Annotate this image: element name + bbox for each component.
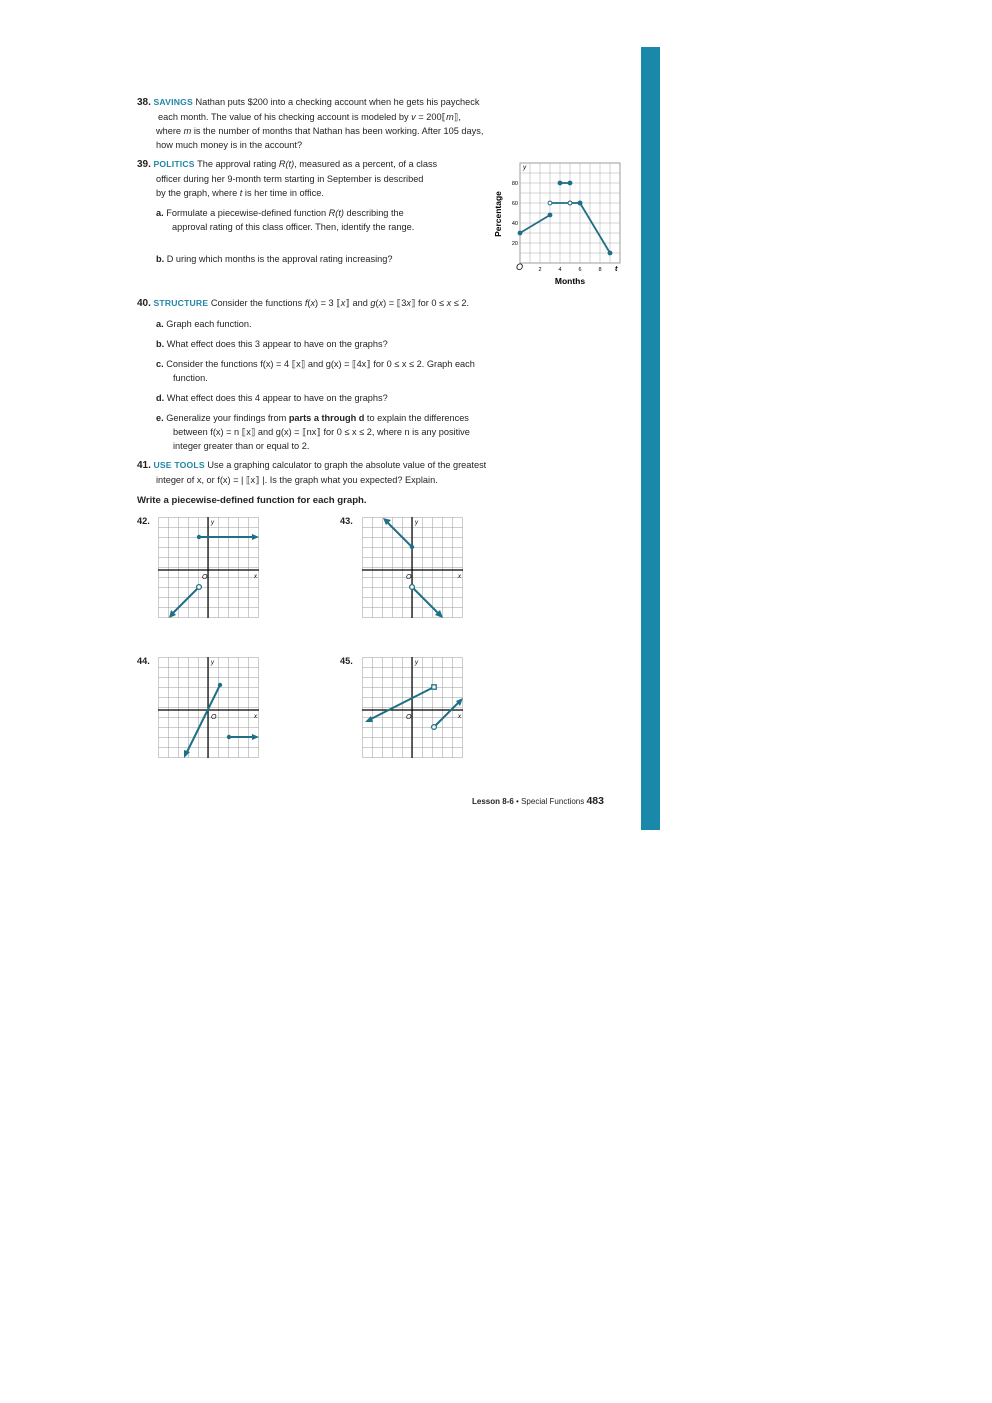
problem-text: Nathan puts $200 into a checking account when he gets his paycheck [195,97,480,107]
chapter-sidebar-bar [641,47,660,830]
problem-text: The approval rating [197,159,277,169]
chart-segment [580,203,610,253]
y-axis-label: y [415,520,418,526]
math-var: m [446,112,454,122]
open-point [410,585,415,590]
problem-text: is the number of months that Nathan has been working. After 105 days, [193,126,484,136]
chart-y-var-label: y [523,164,527,171]
math-var: x [406,298,411,308]
math-var: x [310,298,316,308]
problem-text: What effect does this 4 appear to have on the graphs? [166,393,388,403]
problem-text: between f(x) = n ⟦x⟧ and g(x) = ⟦nx⟧ for 0 ≤ x ≤ 2, where n is any positive [173,427,470,437]
problem-number: 41. [137,460,151,471]
x-tick-label: 8 [598,267,602,273]
problem-text: , measured as a percent, of a class [294,159,438,169]
math-text: ( [375,298,379,308]
problem-number: 38. [137,97,151,108]
math-text: ) = ⟦3 [383,298,407,308]
curve-segment [387,522,412,547]
open-point [432,725,437,730]
footer-bullet: • [516,797,519,806]
problem-text: Generalize your findings from [166,413,287,423]
math-var: R(t) [328,208,344,218]
problem-text: each month. The value of his checking account is modeled by [158,112,409,122]
math-text: ) = 3 ⟦ [315,298,341,308]
part-label: a. [156,319,164,329]
math-var: f [304,298,308,308]
x-axis-label: x [458,714,461,720]
graph-number-44: 44. [137,656,150,666]
math-var: v [411,112,416,122]
problem-label: POLITICS [153,159,195,169]
part-label: a. [156,208,164,218]
x-tick-label: 6 [578,267,582,273]
problem-text: to explain the differences [366,413,469,423]
problem-text: Consider the functions [210,298,303,308]
problem-text: officer during her 9-month term starting in September is described [156,174,424,184]
chart-closed-point [548,213,552,217]
x-axis-label: x [254,574,257,580]
math-var: m [183,126,192,136]
open-point [432,685,436,689]
origin-label: O [211,714,217,721]
chart-x-axis-title: Months [554,276,586,286]
chart-closed-point [518,231,522,235]
graph-45 [362,657,464,759]
problem-text: where [156,126,182,136]
open-point [197,585,202,590]
part-label: d. [156,393,165,403]
part-label: b. [156,339,165,349]
problem-text: Consider the functions f(x) = 4 ⟦x⟧ and g(x) = ⟦4x⟧ for 0 ≤ x ≤ 2. Graph each [166,359,475,369]
problem-text: by the graph, where [156,188,238,198]
graph-44 [158,657,260,759]
problem-label: SAVINGS [153,97,193,107]
part-label: b. [156,254,165,264]
problem-text: approval rating of this class officer. Then, identify the range. [172,222,415,232]
chart-marks [518,181,612,255]
graph-42 [158,517,260,619]
lesson-number: Lesson 8-6 [472,797,514,806]
part-label: e. [156,413,164,423]
problem-text: how much money is in the account? [156,140,303,150]
chart-y-axis-title: Percentage [493,191,503,237]
page-number: 483 [586,795,604,807]
math-text: ⟧ for 0 ≤ [410,298,445,308]
problem-text: What effect does this 3 appear to have on the graphs? [166,339,388,349]
arrow-head [184,750,190,758]
chart-closed-point [578,201,582,205]
math-var: x [446,298,452,308]
math-text: ≤ 2. [453,298,470,308]
math-text: ⟧ and [345,298,368,308]
problem-39 [137,157,437,266]
arrow-head [252,734,259,740]
graph-number-42: 42. [137,516,150,526]
lesson-title: Special Functions [521,797,585,806]
chart-grid [520,163,620,263]
part-label: c. [156,359,164,369]
problem-text: D uring which months is the approval rating increasing? [166,254,393,264]
problem-label: STRUCTURE [153,298,209,308]
chart-x-var-label: t [615,264,618,273]
chart-ticks [512,181,602,273]
curve-segment [412,587,439,614]
origin-label: O [406,574,412,581]
problem-number: 40. [137,298,151,309]
math-var: g [370,298,376,308]
arrow-head [365,716,373,722]
math-text: ⟧, [453,112,461,122]
math-text: = 200⟦ [418,112,447,122]
math-var: t [239,188,243,198]
curve-segment [369,687,434,720]
section-heading: Write a piecewise-defined function for each graph. [137,495,367,506]
curve-segment [434,701,460,727]
math-var: R(t) [278,159,295,169]
math-var: x [378,298,384,308]
problem-text: Use a graphing calculator to graph the absolute value of the greatest [207,460,487,470]
y-axis-label: y [415,660,418,666]
closed-point [218,683,222,687]
page-footer [472,795,604,807]
x-tick-label: 4 [558,267,562,273]
chart-origin-label: O [516,262,524,272]
x-tick-label: 2 [538,267,542,273]
math-text: ( [307,298,311,308]
problem-text: Graph each function. [166,319,252,329]
chart-closed-point [608,251,612,255]
arrow-head [252,534,259,540]
graph-43 [362,517,464,619]
chart-segment [520,215,550,233]
problem-text-bold: parts a through d [288,413,365,423]
chart-closed-point [558,181,562,185]
closed-point [410,545,414,549]
x-axis-label: x [458,574,461,580]
math-var: x [340,298,346,308]
problem-label: USE TOOLS [153,460,205,470]
closed-point [227,735,231,739]
graph-number-43: 43. [340,516,353,526]
curve-segment [172,587,199,614]
problem-text: is her time in office. [244,188,324,198]
chart-open-point [548,201,552,205]
y-axis-label: y [211,520,214,526]
problem-number: 39. [137,159,151,170]
problem-41 [137,458,486,487]
problem-38 [137,95,483,152]
y-tick-label: 40 [511,221,518,227]
x-axis-label: x [254,714,257,720]
origin-label: O [406,714,412,721]
problem-text: describing the [346,208,404,218]
chart-closed-point [568,181,572,185]
problem-text: Formulate a piecewise-defined function [166,208,327,218]
y-axis-label: y [211,660,214,666]
problem-text: integer of x, or f(x) = | ⟦x⟧ |. Is the graph what you expected? Explain. [156,475,438,485]
y-tick-label: 20 [511,241,518,247]
approval-rating-chart [487,158,627,290]
problem-text: function. [173,373,208,383]
chart-open-point [568,201,572,205]
closed-point [197,535,201,539]
problem-text: integer greater than or equal to 2. [173,441,310,451]
problem-40 [137,296,475,453]
y-tick-label: 60 [511,201,518,207]
y-tick-label: 80 [511,181,518,187]
origin-label: O [202,574,208,581]
graph-number-45: 45. [340,656,353,666]
